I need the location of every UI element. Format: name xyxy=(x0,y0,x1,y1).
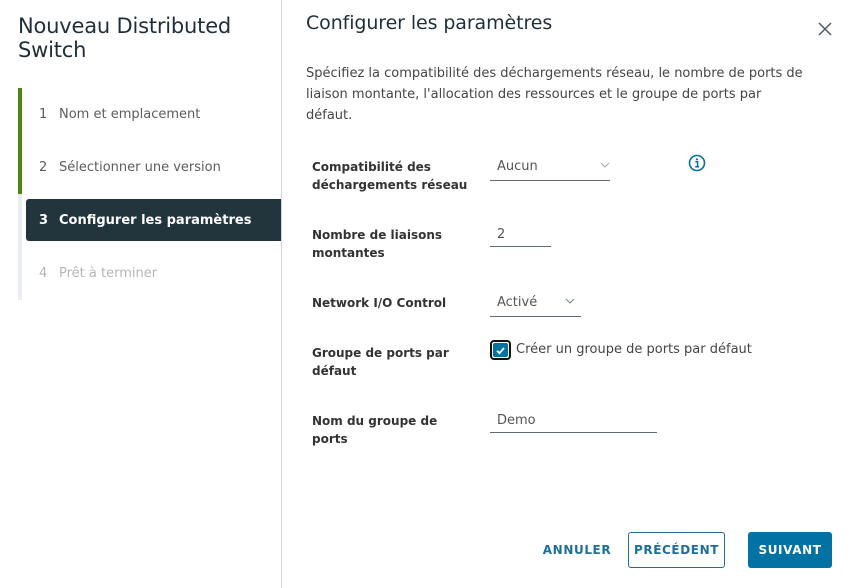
create-default-port-group-label[interactable]: Créer un groupe de ports par défaut xyxy=(516,342,752,357)
chevron-down-icon xyxy=(565,296,575,306)
step-ready-to-complete xyxy=(18,247,281,300)
step-number: 2 xyxy=(39,160,48,175)
step-number: 1 xyxy=(39,107,48,122)
step-number: 4 xyxy=(39,266,48,281)
step-progress-bar xyxy=(18,141,22,194)
wizard-step-nav xyxy=(0,0,282,588)
page-title: Configurer les paramètres xyxy=(306,12,553,34)
nioc-select[interactable] xyxy=(490,294,581,317)
step-label: Configurer les paramètres xyxy=(59,213,252,228)
cancel-button[interactable]: ANNULER xyxy=(542,543,612,557)
page-description: Spécifiez la compatibilité des déchargements réseau, le nombre de ports de liaison montante, l'allocation des ressources et le groupe de ports par défaut. xyxy=(306,66,803,123)
selected-value: Aucun xyxy=(497,159,538,174)
close-button[interactable] xyxy=(816,20,834,38)
info-icon xyxy=(688,154,706,172)
step-progress-bar xyxy=(18,88,22,141)
chevron-down-icon xyxy=(600,160,610,170)
offload-info-button[interactable] xyxy=(688,154,706,172)
port-group-name-label: Nom du groupe de ports xyxy=(312,414,438,446)
nioc-label: Network I/O Control xyxy=(312,296,447,310)
step-configure-settings[interactable] xyxy=(18,194,281,247)
previous-button[interactable]: PRÉCÉDENT xyxy=(628,532,725,568)
next-button[interactable]: SUIVANT xyxy=(748,532,832,568)
offload-compatibility-select[interactable] xyxy=(490,158,610,181)
port-group-name-input[interactable]: Demo xyxy=(490,412,657,433)
wizard-content xyxy=(282,0,852,588)
step-progress-bar xyxy=(18,194,22,247)
checkbox-checked-fill xyxy=(493,343,508,357)
default-port-group-label: Groupe de ports par défaut xyxy=(312,346,449,378)
step-number: 3 xyxy=(39,213,49,228)
offload-compatibility-label: Compatibilité des déchargements réseau xyxy=(312,160,468,192)
create-default-port-group-checkbox[interactable] xyxy=(490,340,511,360)
step-select-version[interactable] xyxy=(18,141,281,194)
step-label: Prêt à terminer xyxy=(59,266,158,281)
selected-value: Activé xyxy=(497,295,538,310)
close-icon xyxy=(816,20,834,38)
step-label: Sélectionner une version xyxy=(59,160,221,175)
wizard-title: Nouveau Distributed Switch xyxy=(18,14,232,62)
uplinks-label: Nombre de liaisons montantes xyxy=(312,228,443,260)
uplinks-input[interactable]: 2 xyxy=(490,226,551,247)
step-list xyxy=(18,88,281,300)
checkmark-icon xyxy=(495,345,506,356)
step-label: Nom et emplacement xyxy=(59,107,201,122)
step-progress-bar xyxy=(18,247,22,300)
step-name-location[interactable] xyxy=(18,88,281,141)
